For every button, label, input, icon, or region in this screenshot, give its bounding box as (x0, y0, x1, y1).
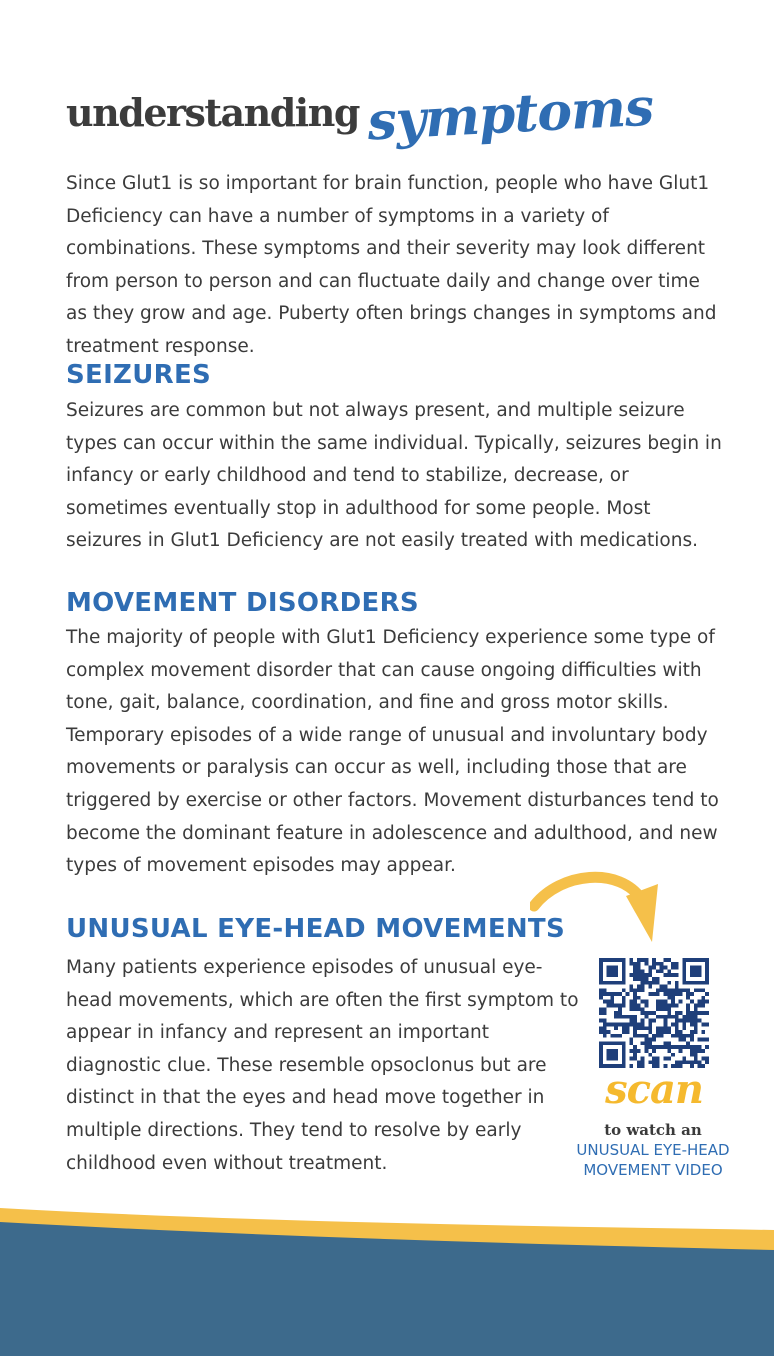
eye-head-heading: UNUSUAL EYE-HEAD MOVEMENTS (66, 914, 565, 944)
movement-disorders-heading: MOVEMENT DISORDERS (66, 588, 419, 618)
scan-label: scan (605, 1066, 703, 1113)
eye-head-paragraph: Many patients experience episodes of unusual eye-head movements, which are often the first symptom to appear in infancy and represent an important diagnostic clue. These resemble opsoclonus but are distinct in that the eyes and head move together in multiple directions. They tend to resolve by early childhood even without treatment. (66, 957, 579, 1174)
scan-cta: to watch an (604, 1121, 702, 1139)
intro-paragraph: Since Glut1 is so important for brain function, people who have Glut1 Deficiency can have a number of symptoms in a variety of combinations. These symptoms and their severity may look different from person to person and can fluctuate daily and change over time as they grow and age. Puberty often brings changes in symptoms and treatment response. (66, 173, 717, 357)
qr-code-icon[interactable] (599, 958, 709, 1068)
movement-disorders-paragraph: The majority of people with Glut1 Deficiency experience some type of complex movement disorder that can cause ongoing difficulties with tone, gait, balance, coordination, and fine and gross motor skills. Temporary episodes of a wide range of unusual and involuntary body movements or paralysis can occur as well, including those that are triggered by exercise or other factors. Movement disturbances tend to become the dominant feature in adolescence and adulthood, and new types of movement episodes may appear. (66, 627, 719, 877)
scan-video-label (560, 1140, 746, 1180)
title-main: understanding (66, 90, 359, 135)
footer-wave-band (0, 1200, 774, 1356)
title-script: symptoms (365, 76, 655, 153)
curved-arrow-icon (530, 866, 670, 950)
scan-video-line2: MOVEMENT VIDEO (583, 1161, 723, 1179)
page-title (66, 76, 655, 153)
scan-video-line1: UNUSUAL EYE-HEAD (576, 1141, 730, 1159)
seizures-heading: SEIZURES (66, 360, 212, 390)
seizures-paragraph: Seizures are common but not always present, and multiple seizure types can occur within the same individual. Typically, seizures begin in infancy or early childhood and tend to stabilize, decrease, or sometimes eventually stop in adulthood for some people. Most seizures in Glut1 Deficiency are not easily treated with medications. (66, 400, 722, 552)
